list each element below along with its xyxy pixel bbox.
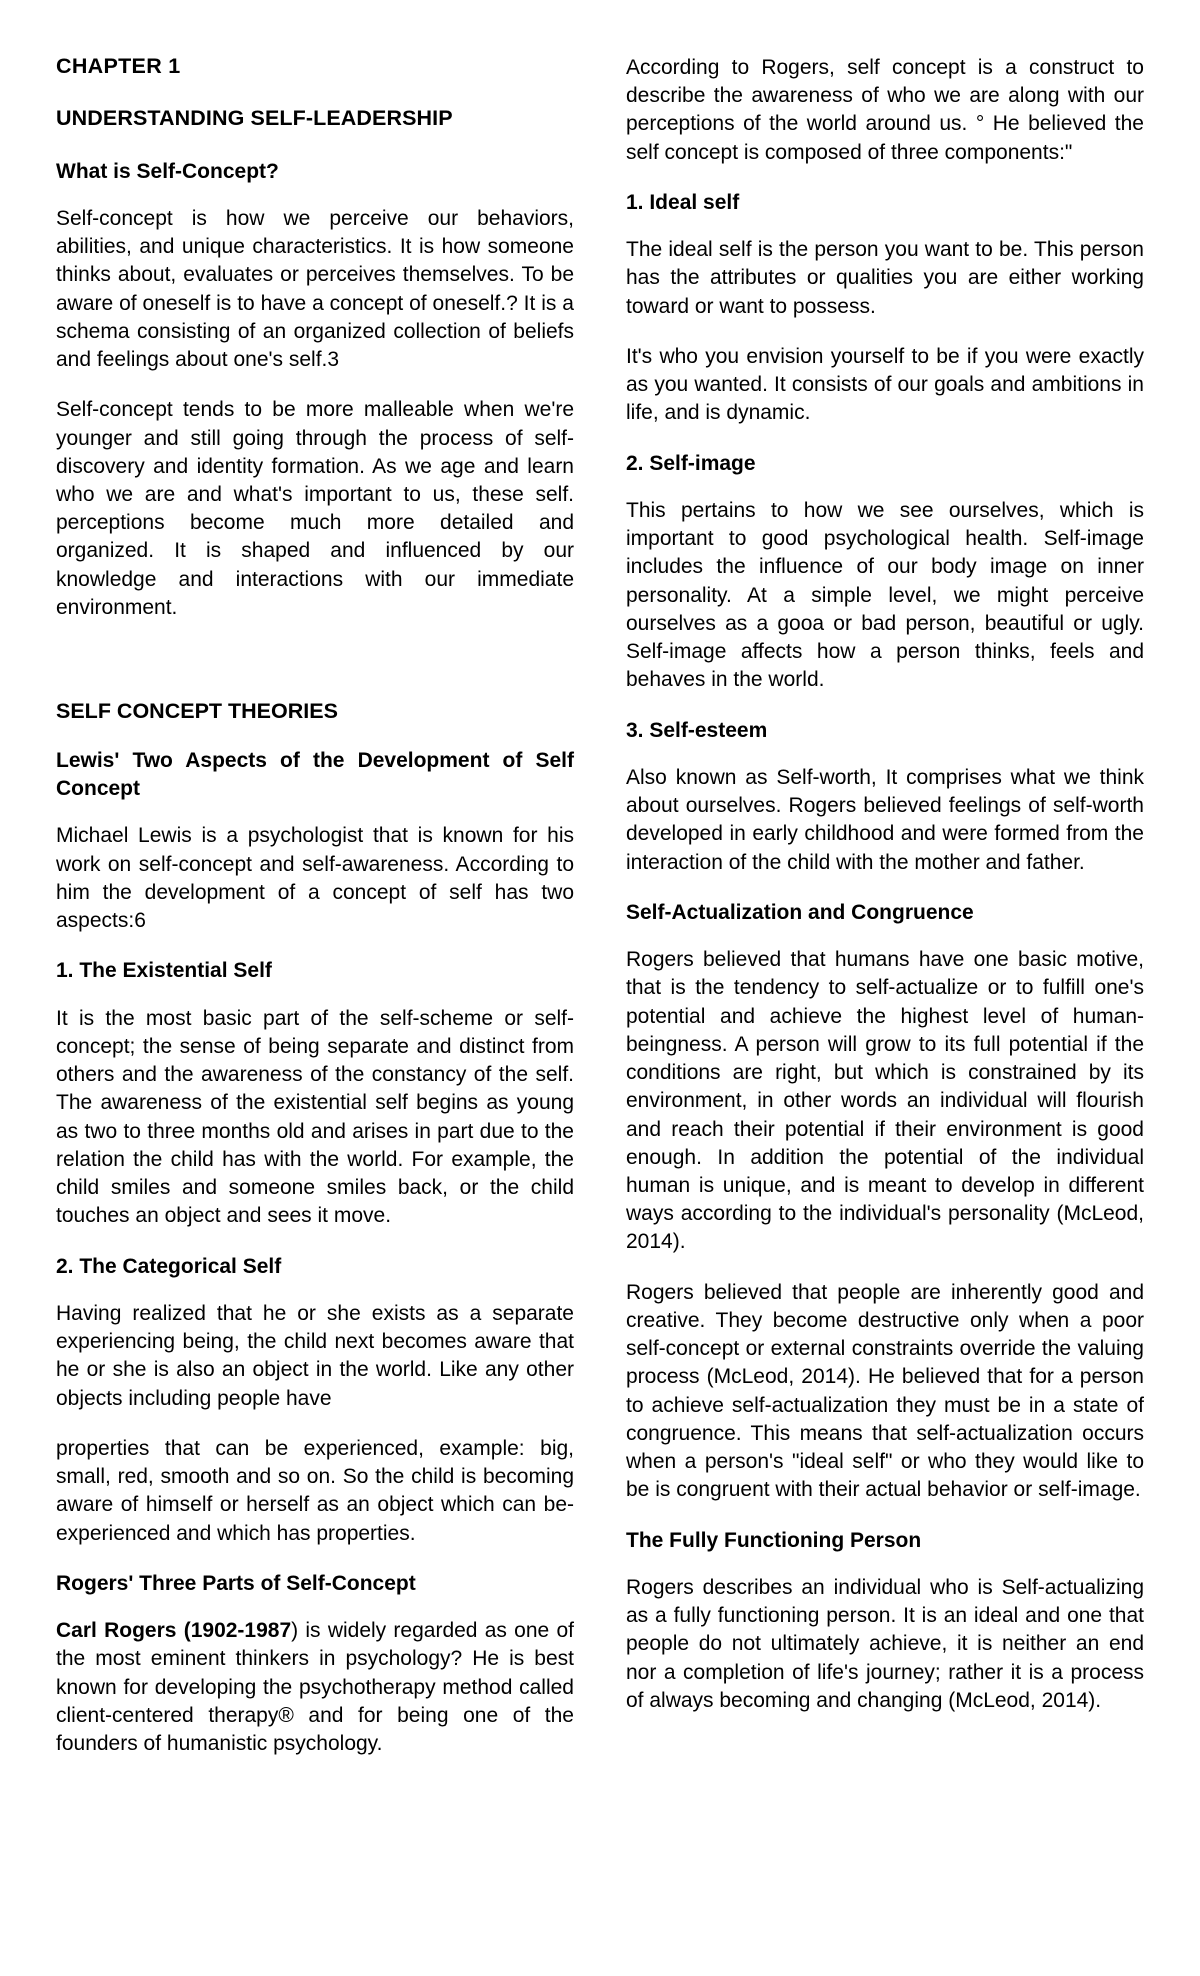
two-column-layout xyxy=(56,54,1144,1936)
right-column xyxy=(626,54,1144,1936)
section-spacer xyxy=(56,644,574,698)
heading-self-image: 2. Self-image xyxy=(626,451,756,475)
chapter-title: UNDERSTANDING SELF-LEADERSHIP xyxy=(56,105,453,130)
paragraph-michael-lewis: Michael Lewis is a psychologist that is known for his work on self-concept and self-awareness. According to him the development of a concept of self has two aspects:6 xyxy=(56,824,574,933)
paragraph-self-actualization-1: Rogers believed that humans have one basic motive, that is the tendency to self-actualize or to fulfill one's potential and achieve the highest level of human-beingness. A person will grow to its full potential if the conditions are right, but which is constrained by its environment, in other words an individual will flourish and reach their potential if their environment is good enough. In addition the potential of the individual human is unique, and is meant to develop in different ways according to the individual's personality (McLeod, 2014). xyxy=(626,948,1144,1254)
heading-what-is-self-concept: What is Self-Concept? xyxy=(56,159,279,183)
carl-rogers-rest: ) is widely regarded as one of the most eminent thinkers in psychology? He is best known for developing the psychotherapy method called client-centered therapy® and for being one of the founders of humanistic psychology. xyxy=(56,1619,574,1755)
carl-rogers-name-bold: Carl Rogers (1902-1987 xyxy=(56,1619,292,1643)
heading-fully-functioning-person: The Fully Functioning Person xyxy=(626,1528,922,1552)
paragraph-categorical-self-a: Having realized that he or she exists as a separate experiencing being, the child next becomes aware that he or she is also an object in the world. Like any other objects including people have xyxy=(56,1301,574,1410)
heading-rogers-three-parts: Rogers' Three Parts of Self-Concept xyxy=(56,1571,416,1595)
paragraph-according-to-rogers: According to Rogers, self concept is a construct to describe the awareness of who we are along with our perceptions of the world around us. ° He believed the self concept is composed of three components:" xyxy=(626,56,1144,164)
paragraph-categorical-self-b: properties that can be experienced, example: big, small, red, smooth and so on. So the child is becoming aware of himself or herself as an object which can be-experienced and which has properties. xyxy=(56,1436,574,1545)
paragraph-self-image: This pertains to how we see ourselves, which is important to good psychological health. Self-image includes the influence of our body image on inner personality. At a simple level, we might perceive ourselves as a gooa or bad person, beautiful or ugly. Self-image affects how a person thinks, feels and behaves in the world. xyxy=(626,498,1144,692)
heading-self-concept-theories: SELF CONCEPT THEORIES xyxy=(56,699,338,724)
paragraph-self-esteem: Also known as Self-worth, It comprises what we think about ourselves. Rogers believed feelings of self-worth developed in early childhood and were formed from the interaction of the child with the mother and father. xyxy=(626,765,1144,874)
paragraph-self-concept-malleable: Self-concept tends to be more malleable when we're younger and still going through the process of self-discovery and identity formation. As we age and learn who we are and what's important to us, these self. perceptions become much more detailed and organized. It is shaped and influenced by our knowledge and interactions with our immediate environment. xyxy=(56,398,574,619)
heading-self-esteem: 3. Self-esteem xyxy=(626,718,768,742)
left-column xyxy=(56,54,574,1936)
paragraph-carl-rogers xyxy=(56,1617,574,1758)
paragraph-fully-functioning-person: Rogers describes an individual who is Self-actualizing as a fully functioning person. It is an ideal and one that people do not ultimately achieve, it is neither an end nor a completion of life's journey; rather it is a process of always becoming and changing (McLeod, 2014). xyxy=(626,1575,1144,1712)
heading-lewis-two-aspects: Lewis' Two Aspects of the Development of Self Concept xyxy=(56,749,574,800)
paragraph-self-concept-definition: Self-concept is how we perceive our behaviors, abilities, and unique characteristics. It is how someone thinks about, evaluates or perceives themselves. To be aware of oneself is to have a concept of oneself.? It is a schema consisting of an organized collection of beliefs and feelings about one's self.3 xyxy=(56,206,574,372)
heading-ideal-self: 1. Ideal self xyxy=(626,190,740,214)
paragraph-self-actualization-2: Rogers believed that people are inherently good and creative. They become destructive only when a poor self-concept or external constraints override the valuing process (McLeod, 2014). He believed that for a person to achieve self-actualization they must be in a state of congruence. This means that self-actualization occurs when a person's "ideal self" or who they would like to be is congruent with their actual behavior or self-image. xyxy=(626,1280,1144,1502)
heading-self-actualization-congruence: Self-Actualization and Congruence xyxy=(626,900,974,924)
chapter-label: CHAPTER 1 xyxy=(56,54,181,78)
heading-categorical-self: 2. The Categorical Self xyxy=(56,1254,282,1278)
paragraph-existential-self: It is the most basic part of the self-scheme or self-concept; the sense of being separate and distinct from others and the awareness of the constancy of the self. The awareness of the existential self begins as young as two to three months old and arises in part due to the relation the child has with the world. For example, the child smiles and someone smiles back, or the child touches an object and sees it move. xyxy=(56,1006,574,1228)
heading-existential-self: 1. The Existential Self xyxy=(56,959,272,983)
paragraph-ideal-self-1: The ideal self is the person you want to be. This person has the attributes or qualities you are either working toward or want to possess. xyxy=(626,238,1144,318)
paragraph-ideal-self-2: It's who you envision yourself to be if you were exactly as you wanted. It consists of our goals and ambitions in life, and is dynamic. xyxy=(626,344,1144,425)
